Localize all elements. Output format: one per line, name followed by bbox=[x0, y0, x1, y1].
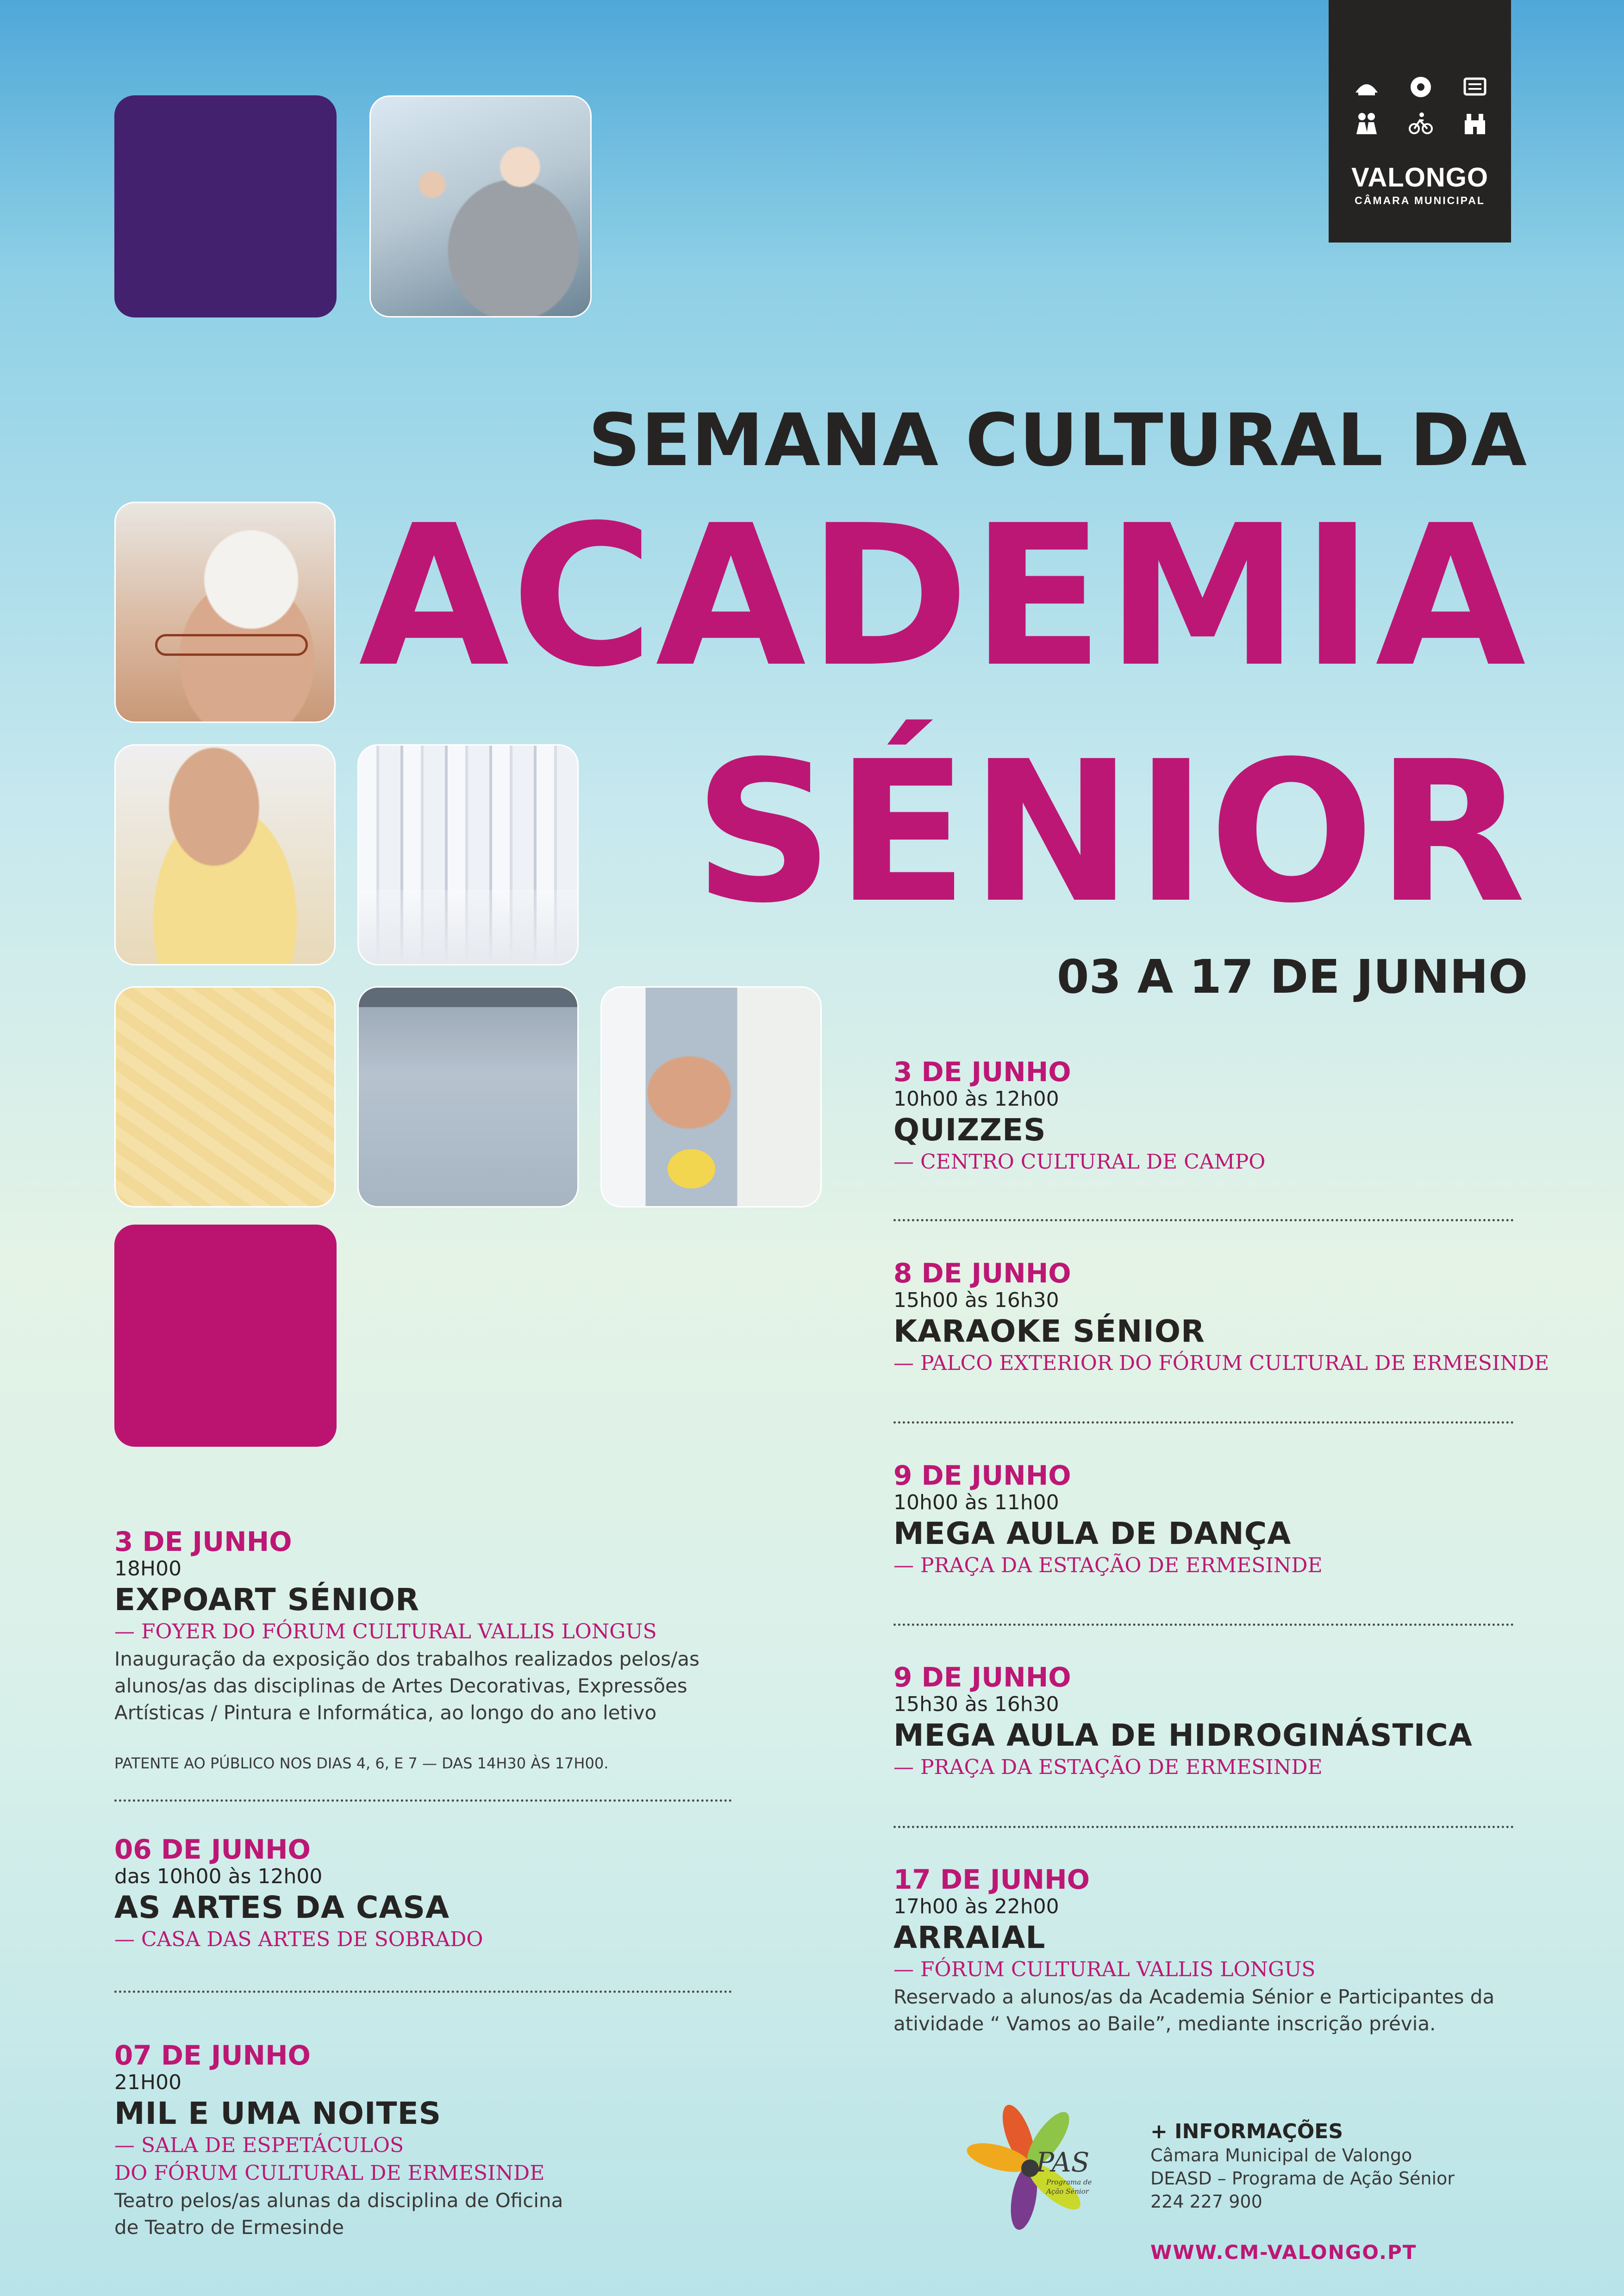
event-desc: Inauguração da exposição dos trabalhos realizados pelos/as bbox=[114, 1648, 700, 1670]
info-block bbox=[1150, 2120, 1455, 2264]
event-place: DO FÓRUM CULTURAL DE ERMESINDE bbox=[114, 2161, 545, 2185]
event-date: 3 DE JUNHO bbox=[893, 1056, 1071, 1088]
divider bbox=[893, 1421, 1514, 1424]
pas-mark: PAS bbox=[1036, 2147, 1090, 2178]
church-icon bbox=[1462, 110, 1488, 136]
event-place: — PRAÇA DA ESTAÇÃO DE ERMESINDE bbox=[893, 1554, 1323, 1577]
event-mega-aula-danca bbox=[893, 1461, 1323, 1580]
header-dates: 03 A 17 DE JUNHO bbox=[1056, 950, 1528, 1004]
lemon-shape bbox=[668, 1149, 716, 1188]
event-desc: alunos/as das disciplinas de Artes Decorativas, Expressões bbox=[114, 1674, 687, 1697]
flower-icon bbox=[1408, 74, 1434, 100]
website-link[interactable]: WWW.CM-VALONGO.PT bbox=[1150, 2241, 1417, 2264]
event-note: PATENTE AO PÚBLICO NOS DIAS 4, 6, E 7 — DAS 14H30 ÀS 17H00. bbox=[114, 1755, 609, 1772]
event-title: KARAOKE SÉNIOR bbox=[893, 1313, 1205, 1349]
event-title: AS ARTES DA CASA bbox=[114, 1890, 450, 1925]
event-place: — SALA DE ESPETÁCULOS bbox=[114, 2134, 404, 2157]
event-arraial bbox=[893, 1865, 1494, 2037]
event-time: 10h00 às 12h00 bbox=[893, 1087, 1059, 1111]
magenta-tile bbox=[114, 1225, 337, 1447]
dancing-seniors-photo bbox=[369, 95, 592, 317]
event-title: MEGA AULA DE DANÇA bbox=[893, 1516, 1292, 1551]
event-desc: Artísticas / Pintura e Informática, ao longo do ano letivo bbox=[114, 1701, 657, 1724]
divider bbox=[893, 1624, 1514, 1626]
divider bbox=[893, 1219, 1514, 1221]
logo-icons bbox=[1354, 74, 1488, 146]
event-date: 9 DE JUNHO bbox=[893, 1460, 1071, 1491]
event-time: 15h30 às 16h30 bbox=[893, 1692, 1059, 1716]
event-mil-e-uma-noites bbox=[114, 2041, 563, 2241]
event-time: 10h00 às 11h00 bbox=[893, 1491, 1059, 1514]
event-place: — FOYER DO FÓRUM CULTURAL VALLIS LONGUS bbox=[114, 1620, 657, 1643]
event-time: das 10h00 às 12h00 bbox=[114, 1865, 323, 1888]
book-icon bbox=[1462, 74, 1488, 100]
event-place: — PALCO EXTERIOR DO FÓRUM CULTURAL DE ERMESINDE bbox=[893, 1351, 1549, 1375]
senior-thinking-photo bbox=[114, 744, 336, 965]
event-quizzes bbox=[893, 1058, 1265, 1176]
dome-icon bbox=[1354, 74, 1380, 100]
event-desc: de Teatro de Ermesinde bbox=[114, 2216, 344, 2239]
valongo-logo bbox=[1329, 0, 1511, 243]
event-place: — CASA DAS ARTES DE SOBRADO bbox=[114, 1928, 483, 1951]
event-place: — PRAÇA DA ESTAÇÃO DE ERMESINDE bbox=[893, 1755, 1323, 1779]
event-date: 3 DE JUNHO bbox=[114, 1526, 292, 1557]
event-title: MEGA AULA DE HIDROGINÁSTICA bbox=[893, 1717, 1473, 1753]
header-senior: SÉNIOR bbox=[693, 720, 1528, 946]
event-date: 17 DE JUNHO bbox=[893, 1864, 1090, 1895]
event-place: — FÓRUM CULTURAL VALLIS LONGUS bbox=[893, 1958, 1316, 1981]
event-desc: atividade “ Vamos ao Baile”, mediante inscrição prévia. bbox=[893, 2012, 1436, 2035]
event-date: 07 DE JUNHO bbox=[114, 2040, 311, 2071]
people-icon bbox=[1354, 110, 1380, 136]
divider bbox=[114, 1991, 732, 1993]
senior-man-glasses-photo bbox=[114, 502, 336, 723]
event-artes-da-casa bbox=[114, 1835, 483, 1954]
event-title: MIL E UMA NOITES bbox=[114, 2096, 442, 2131]
tablet-edge bbox=[359, 988, 577, 1007]
divider bbox=[114, 1799, 732, 1802]
cyclist-icon bbox=[1408, 110, 1434, 136]
event-mega-aula-hidroginastica bbox=[893, 1663, 1473, 1781]
logo-subtitle: CÂMARA MUNICIPAL bbox=[1355, 194, 1485, 206]
event-title: ARRAIAL bbox=[893, 1920, 1046, 1955]
info-heading: + INFORMAÇÕES bbox=[1150, 2120, 1343, 2143]
event-time: 21H00 bbox=[114, 2071, 182, 2094]
event-date: 9 DE JUNHO bbox=[893, 1661, 1071, 1693]
event-desc: Teatro pelos/as alunas da disciplina de Oficina bbox=[114, 2189, 563, 2212]
header-line1: SEMANA CULTURAL DA bbox=[588, 398, 1528, 482]
purple-tile bbox=[114, 95, 337, 317]
tablet-photo bbox=[357, 986, 579, 1207]
event-place: — CENTRO CULTURAL DE CAMPO bbox=[893, 1150, 1266, 1174]
event-title: QUIZZES bbox=[893, 1112, 1046, 1148]
event-title: EXPOART SÉNIOR bbox=[114, 1582, 419, 1618]
info-line: Câmara Municipal de Valongo bbox=[1150, 2145, 1412, 2165]
hand-tablet-photo bbox=[600, 986, 822, 1207]
event-time: 17h00 às 22h00 bbox=[893, 1895, 1059, 1918]
header-academia: ACADEMIA bbox=[358, 484, 1528, 710]
event-time: 18H00 bbox=[114, 1557, 182, 1580]
event-desc: Reservado a alunos/as da Academia Sénior e Participantes da bbox=[893, 1985, 1495, 2008]
info-line: DEASD – Programa de Ação Sénior bbox=[1150, 2168, 1455, 2189]
pas-logo bbox=[977, 2097, 1106, 2235]
event-time: 15h00 às 16h30 bbox=[893, 1288, 1059, 1312]
event-date: 8 DE JUNHO bbox=[893, 1257, 1071, 1289]
glasses-shape bbox=[155, 634, 308, 656]
event-date: 06 DE JUNHO bbox=[114, 1834, 311, 1865]
info-phone: 224 227 900 bbox=[1150, 2191, 1262, 2212]
logo-name: VALONGO bbox=[1351, 162, 1488, 193]
event-karaoke bbox=[893, 1259, 1549, 1377]
yellow-shirt-photo bbox=[114, 986, 336, 1207]
books-shade bbox=[359, 890, 577, 964]
event-expoart bbox=[114, 1527, 700, 1773]
books-photo bbox=[357, 744, 579, 965]
pas-subtitle: Programa de Ação Sénior bbox=[1046, 2178, 1092, 2196]
divider bbox=[893, 1826, 1514, 1828]
